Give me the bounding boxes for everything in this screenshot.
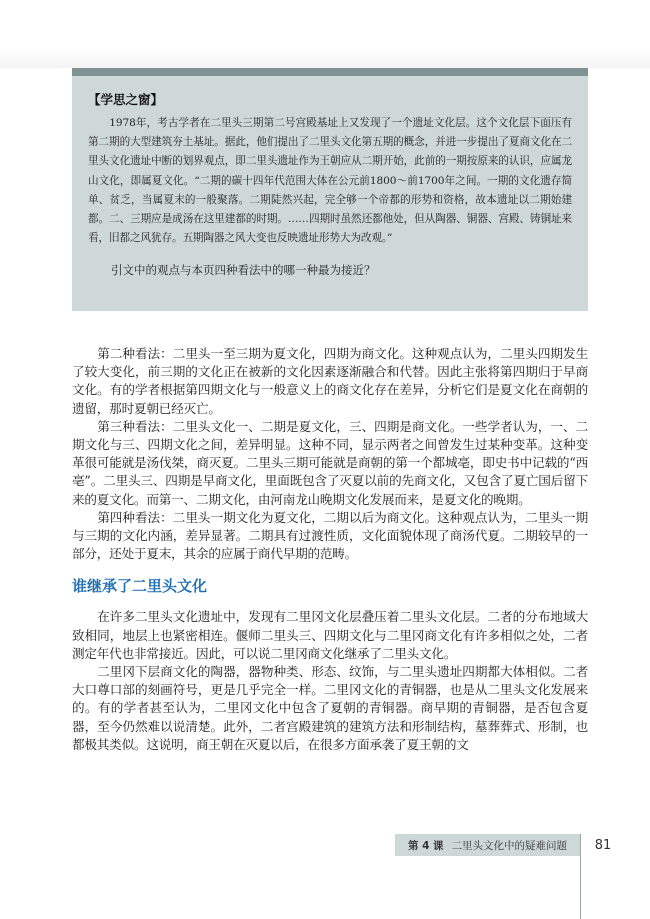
study-window-sidebox [72,68,588,311]
footer-lesson-bar [395,834,580,856]
section-heading: 谁继承了二里头文化 [72,577,208,596]
paragraph-fourth-view: 第四种看法：二里头一期文化为夏文化，二期以后为商文化。这种观点认为，二里头一期与三期的文化内涵，差异显著。二期具有过渡性质，文化面貌体现了商汤代夏。二期较早的一部分，还处于夏末，其余的应属于商代早期的范畴。 [72,509,588,562]
paragraph-third-view: 第三种看法：二里头文化一、二期是夏文化，三、四期是商文化。一些学者认为，一、二期文化与三、四期文化之间，差异明显。这种不同，显示两者之间曾发生过某种变革。这种变革很可能就是汤伐桀，商灭夏。二里头三期可能就是商朝的第一个都城亳，即史书中记载的“西亳”。二里头三、四期是早商文化，里面既包含了灭夏以前的先商文化，又包含了夏亡国后留下来的夏文化。而第一、二期文化，由河南龙山晚期文化发展而来，是夏文化的晚期。 [72,418,588,507]
footer-lesson-title: 二里头文化中的疑难问题 [451,839,568,852]
paragraph-inheritance: 在许多二里头文化遗址中，发现有二里冈文化层叠压着二里头文化层。二者的分布地域大致相同，地层上也紧密相连。偃师二里头三、四期文化与二里冈商文化有许多相似之处，二者测定年代也非常接近。因此，可以说二里冈商文化继承了二里头文化。 [72,609,588,661]
paragraph-second-view: 第二种看法：二里头一至三期为夏文化，四期为商文化。这种观点认为，二里头四期发生了较大变化，前三期的文化正在被新的文化因素逐渐融合和代替。因此主张将第四期归于早商文化。有的学者根据第四期文化与一般意义上的商文化存在差异，分析它们是夏文化在商朝的遗留，那时夏朝已经灭亡。 [72,346,588,416]
sidebox-quote: 1978年，考古学者在二里头三期第二号宫殿基址上又发现了一个遗址文化层。这个文化层下面压有第二期的大型建筑夯土基址。据此，他们提出了二里头文化第五期的概念，并进一步提出了夏商文化在二里头文化遗址中断的划界观点，即二里头遗址作为王朝应从二期开始，此前的一期按原来的认识，应属龙山文化，即属夏文化。“二期的碳十四年代范围大体在公元前1800～前1700年之间。一期的文化遗存简单、贫乏，当属夏末的一般聚落。二期陡然兴起，完全够一个帝都的形势和资格，故本遗址以二期始建都。二、三期应是成汤在这里建都的时期。……四期时虽然还都他处，但从陶器、铜器、宫殿、铸铜址来看，旧都之风犹存。五期陶器之风大变也反映遗址形势大为改观。” [88,117,572,245]
page-number: 81 [594,837,612,853]
page-header-band [0,0,650,68]
footer-lesson-number: 第 4 课 [407,839,444,852]
sidebox-title: 【学思之窗】 [88,92,164,107]
paragraph-erligang-comparison: 二里冈下层商文化的陶器，器物种类、形态、纹饰，与二里头遗址四期都大体相似。二者大口尊口部的刻画符号，更是几乎完全一样。二里冈文化的青铜器，也是从二里头文化发展来的。有的学者甚至认为，二里冈文化中包含了夏朝的青铜器。商早期的青铜器，是否包含夏器，至今仍然难以说清楚。此外，二者宫殿建筑的建筑方法和形制结构，墓葬葬式、形制，也都极其类似。这说明，商王朝在灭夏以后，在很多方面承袭了夏王朝的文 [72,664,588,752]
main-body [72,345,588,754]
sidebox-question: 引文中的观点与本页四种看法中的哪一种最为接近？ [111,263,376,278]
footer-divider [580,834,581,919]
